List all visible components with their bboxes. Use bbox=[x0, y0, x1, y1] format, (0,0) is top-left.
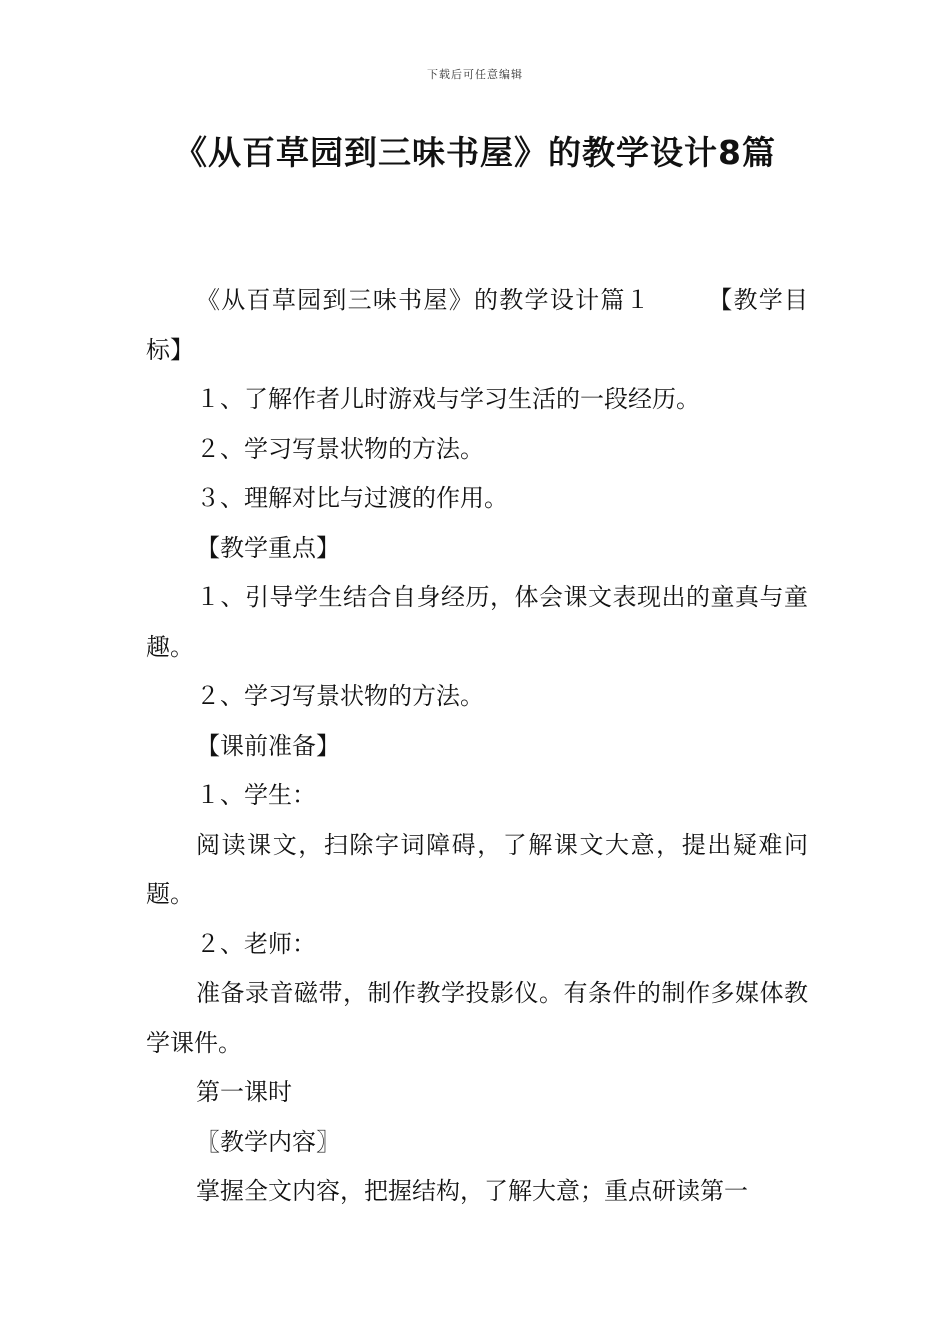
document-body bbox=[146, 276, 808, 1217]
paragraph: ３、理解对比与过渡的作用。 bbox=[196, 484, 508, 512]
paragraph: 准备录音磁带，制作教学投影仪。有条件的制作多媒体教学课件。 bbox=[146, 979, 808, 1057]
document-title: 《从百草园到三味书屋》的教学设计8篇 bbox=[174, 133, 776, 172]
paragraph: １、了解作者儿时游戏与学习生活的一段经历。 bbox=[196, 385, 700, 413]
paragraph: ２、学习写景状物的方法。 bbox=[196, 682, 484, 710]
section-heading: 第一课时 bbox=[196, 1078, 292, 1106]
paragraph: １、学生： bbox=[196, 781, 316, 809]
section-heading: 【教学重点】 bbox=[196, 533, 340, 562]
paragraph: 掌握全文内容，把握结构，了解大意；重点研读第一 bbox=[196, 1177, 748, 1205]
section-heading: 【课前准备】 bbox=[196, 731, 340, 760]
paragraph: １、引导学生结合自身经历，体会课文表现出的童真与童趣。 bbox=[146, 583, 808, 661]
section-heading: 〖教学内容〗 bbox=[196, 1127, 340, 1156]
paragraph: ２、老师： bbox=[196, 929, 316, 958]
paragraph-lead: 《从百草园到三味书屋》的教学设计篇１ bbox=[196, 286, 651, 314]
paragraph: 阅读课文，扫除字词障碍，了解课文大意，提出疑难问题。 bbox=[146, 830, 808, 908]
paragraph bbox=[146, 276, 808, 375]
paragraph: ２、学习写景状物的方法。 bbox=[196, 434, 484, 463]
paragraph-heading: 【教学目标】 bbox=[146, 286, 809, 364]
header-note: 下载后可任意编辑 bbox=[427, 68, 523, 81]
